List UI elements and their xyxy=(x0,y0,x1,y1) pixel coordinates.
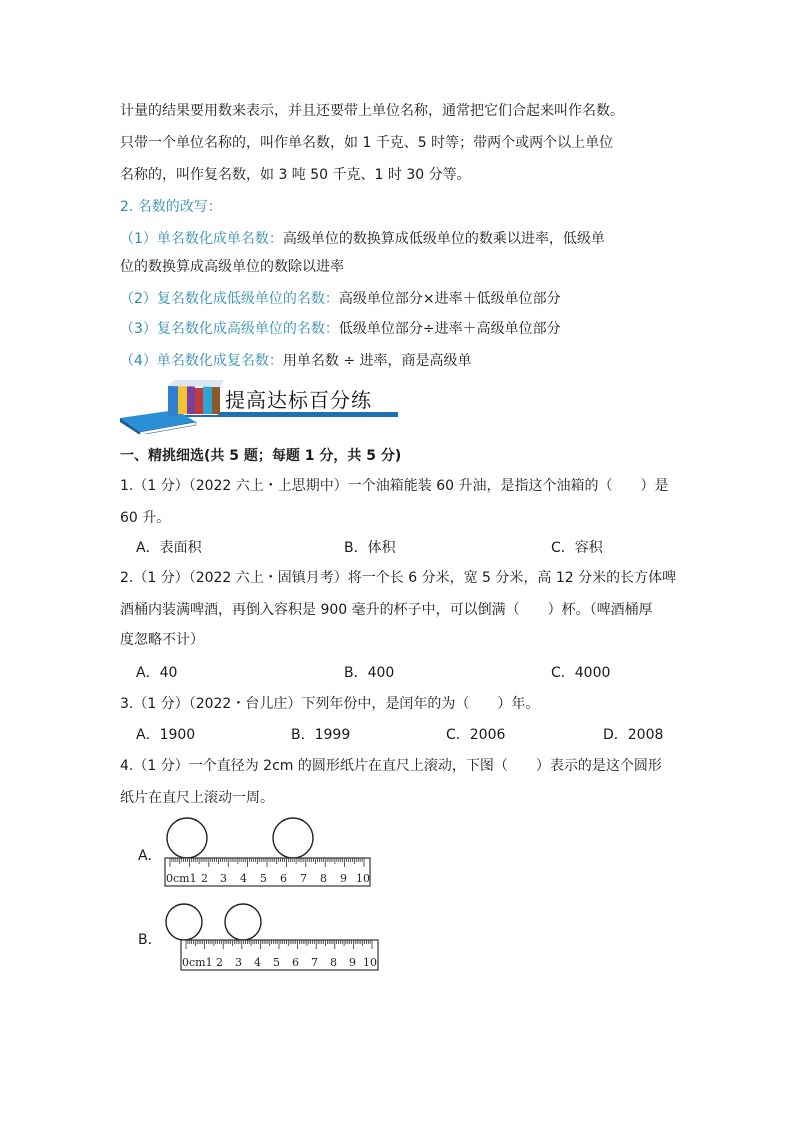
intro-line-2: 只带一个单位名称的，叫作单名数，如 1 千克、5 时等；带两个或两个以上单位 xyxy=(120,135,614,151)
ruler-label-7: 7 xyxy=(311,956,318,969)
circle-end xyxy=(273,818,313,858)
q4-option-a-figure xyxy=(160,816,375,891)
q1-option-a[interactable]: A．表面积 xyxy=(136,540,202,556)
q2-option-b[interactable]: B．400 xyxy=(344,665,395,681)
question-3-line-1: 3.（1 分）（2022・台儿庄）下列年份中，是闰年的为（ ）年。 xyxy=(120,696,540,712)
question-1-line-1: 1.（1 分）（2022 六上・上思期中）一个油箱能装 60 升油，是指这个油箱的（ ）是 xyxy=(120,478,669,494)
circle-end xyxy=(225,904,261,940)
item4-text: 用单名数 ÷ 进率，商是高级单 xyxy=(282,353,472,369)
section2-item-3 xyxy=(120,319,561,339)
circle-start xyxy=(167,818,207,858)
circle-start xyxy=(166,904,202,940)
section2-heading: 2. 名数的改写： xyxy=(120,199,222,215)
item1-continuation: 位的数换算成高级单位的数除以进率 xyxy=(120,259,344,275)
ruler-label-6: 6 xyxy=(292,956,299,969)
q3-option-c[interactable]: C．2006 xyxy=(446,727,506,743)
ruler-label-3: 3 xyxy=(235,956,242,969)
ruler-label-9: 9 xyxy=(349,956,356,969)
question-1-line-2: 60 升。 xyxy=(120,510,171,526)
ruler-label-5: 5 xyxy=(260,872,267,885)
ruler-label-3: 3 xyxy=(220,872,227,885)
ruler-label-2: 2 xyxy=(201,872,208,885)
question-2-line-1: 2.（1 分）（2022 六上・固镇月考）将一个长 6 分米，宽 5 分米，高 12 分米的长方体啤 xyxy=(120,570,677,586)
banner-title: 提高达标百分练 xyxy=(225,388,372,412)
ruler-label-4: 4 xyxy=(254,956,261,969)
ruler-label-6: 6 xyxy=(280,872,287,885)
q1-option-b[interactable]: B．体积 xyxy=(344,540,396,556)
item2-text: 高级单位部分×进率＋低级单位部分 xyxy=(338,291,561,307)
section2-item-1 xyxy=(120,229,605,249)
q4-option-b-figure xyxy=(160,902,382,974)
ruler-label-10: 10 xyxy=(356,872,370,885)
intro-line-1: 计量的结果要用数来表示，并且还要带上单位名称，通常把它们合起来叫作名数。 xyxy=(120,103,624,119)
ruler-label-7: 7 xyxy=(300,872,307,885)
item1-text: 高级单位的数换算成低级单位的数乘以进率，低级单 xyxy=(282,231,605,247)
question-4-line-2: 纸片在直尺上滚动一周。 xyxy=(120,790,274,806)
ruler-label-8: 8 xyxy=(330,956,337,969)
q3-option-a[interactable]: A．1900 xyxy=(136,727,196,743)
q4-option-b-label[interactable]: B． xyxy=(138,932,162,948)
part1-heading: 一、精挑细选(共 5 题；每题 1 分，共 5 分) xyxy=(120,448,402,464)
item3-text: 低级单位部分÷进率＋高级单位部分 xyxy=(338,321,561,337)
ruler-label-8: 8 xyxy=(320,872,327,885)
q2-option-c[interactable]: C．4000 xyxy=(551,665,611,681)
item3-label: （3）复名数化成高级单位的名数： xyxy=(120,321,339,337)
item4-label: （4）单名数化成复名数： xyxy=(120,353,283,369)
question-4-line-1: 4.（1 分）一个直径为 2cm 的圆形纸片在直尺上滚动，下图（ ）表示的是这个圆形 xyxy=(120,758,662,774)
q4-option-a-label[interactable]: A． xyxy=(138,848,162,864)
section2-item-2 xyxy=(120,289,561,309)
ruler-label-9: 9 xyxy=(340,872,347,885)
section2-item-4 xyxy=(120,351,472,371)
item2-label: （2）复名数化成低级单位的名数： xyxy=(120,291,339,307)
ruler-label-0: 0cm1 xyxy=(182,956,213,969)
ruler-label-0: 0cm1 xyxy=(166,872,197,885)
intro-line-3: 名称的，叫作复名数，如 3 吨 50 千克、1 时 30 分等。 xyxy=(120,167,471,183)
item1-label: （1）单名数化成单名数： xyxy=(120,231,283,247)
question-2-line-2: 酒桶内装满啤酒，再倒入容积是 900 毫升的杯子中，可以倒满（ ）杯。（啤酒桶厚 xyxy=(120,602,653,618)
q1-option-c[interactable]: C．容积 xyxy=(551,540,603,556)
ruler-label-4: 4 xyxy=(240,872,247,885)
ruler-label-2: 2 xyxy=(216,956,223,969)
question-2-line-3: 度忽略不计） xyxy=(120,632,204,648)
q3-option-d[interactable]: D．2008 xyxy=(603,727,664,743)
q2-option-a[interactable]: A．40 xyxy=(136,665,178,681)
ruler-label-5: 5 xyxy=(273,956,280,969)
q3-option-b[interactable]: B．1999 xyxy=(291,727,351,743)
ruler-label-10: 10 xyxy=(363,956,377,969)
